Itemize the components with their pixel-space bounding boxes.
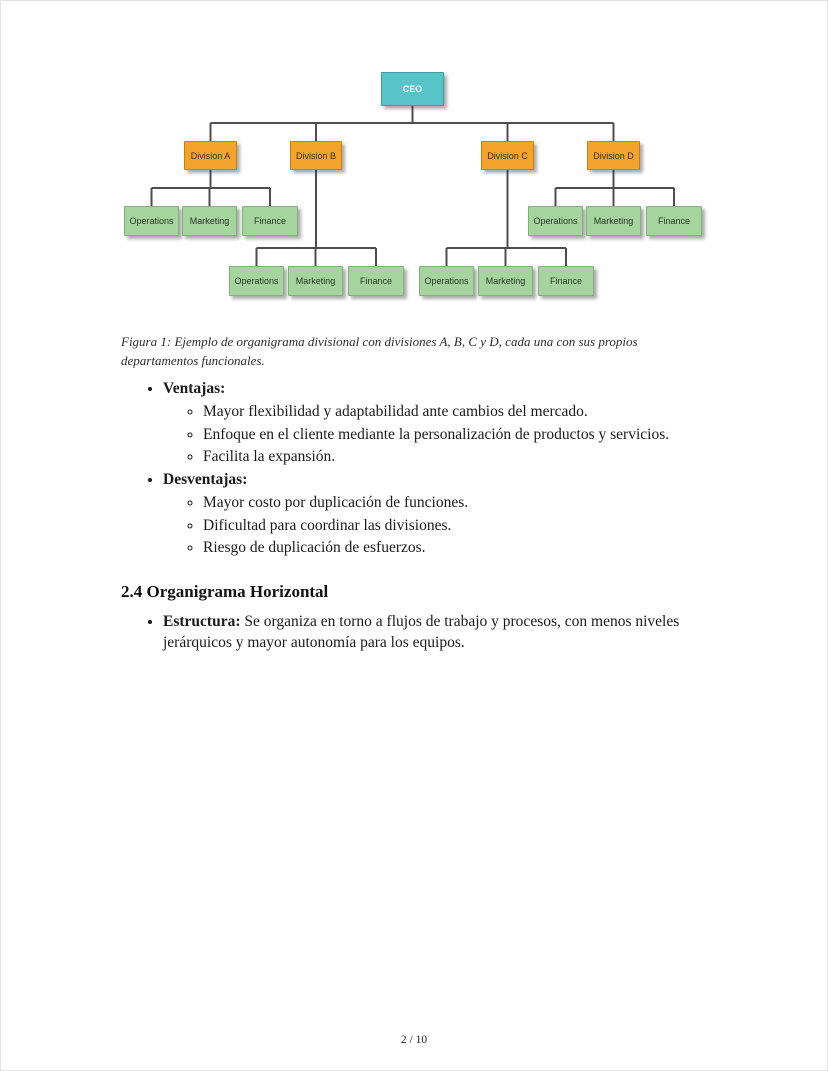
org-chart-figure (1, 1, 828, 321)
list-item: ◦ Facilita la expansión. (203, 447, 719, 468)
list-item: ◦ Mayor flexibilidad y adaptabilidad ante cambios del mercado. (203, 402, 719, 423)
org-node-dept-b-operations: Operations (229, 266, 284, 296)
body-content (121, 377, 719, 655)
list-item: ◦ Enfoque en el cliente mediante la personalización de productos y servicios. (203, 425, 719, 446)
org-node-division-b: Division B (290, 141, 342, 170)
org-node-dept-a-marketing: Marketing (182, 206, 237, 236)
org-node-dept-b-marketing: Marketing (288, 266, 343, 296)
org-node-division-d: Division D (587, 141, 640, 170)
page-number: 2 / 10 (400, 1034, 428, 1046)
estructura-label: Estructura: (163, 612, 241, 630)
org-node-dept-c-operations: Operations (419, 266, 474, 296)
list-item (163, 612, 719, 654)
org-node-dept-c-marketing: Marketing (478, 266, 533, 296)
section-heading: 2.4 Organigrama Horizontal (121, 582, 329, 602)
org-node-ceo: CEO (381, 72, 444, 106)
org-node-dept-c-finance: Finance (538, 266, 594, 296)
estructura-list (121, 612, 719, 654)
list-item (163, 470, 719, 559)
desventajas-label: Desventajas: (163, 471, 248, 489)
list-item: ◦ Mayor costo por duplicación de funciones. (203, 493, 719, 514)
org-node-dept-d-finance: Finance (646, 206, 702, 236)
org-node-dept-d-operations: Operations (528, 206, 583, 236)
desventajas-sublist (163, 493, 719, 559)
list-item: ◦ Dificultad para coordinar las divisiones. (203, 516, 719, 537)
ventajas-label: Ventajas: (163, 380, 226, 397)
advantages-disadvantages-list (121, 379, 719, 559)
list-item: ◦ Riesgo de duplicación de esfuerzos. (203, 538, 719, 559)
org-node-dept-b-finance: Finance (348, 266, 404, 296)
org-node-dept-d-marketing: Marketing (586, 206, 641, 236)
org-node-division-c: Division C (481, 141, 534, 170)
org-node-division-a: Division A (184, 141, 237, 170)
list-item (163, 379, 719, 468)
org-node-dept-a-operations: Operations (124, 206, 179, 236)
org-node-dept-a-finance: Finance (242, 206, 298, 236)
figure-caption: Figura 1: Ejemplo de organigrama divisional con divisiones A, B, C y D, cada una con sus propios departamentos funcionales. (121, 334, 638, 368)
estructura-text: Se organiza en torno a flujos de trabajo y procesos, con menos niveles jerárquicos y mayor autonomía para los equipos. (163, 612, 680, 651)
connector-lines (1, 1, 828, 321)
ventajas-sublist (163, 402, 719, 468)
